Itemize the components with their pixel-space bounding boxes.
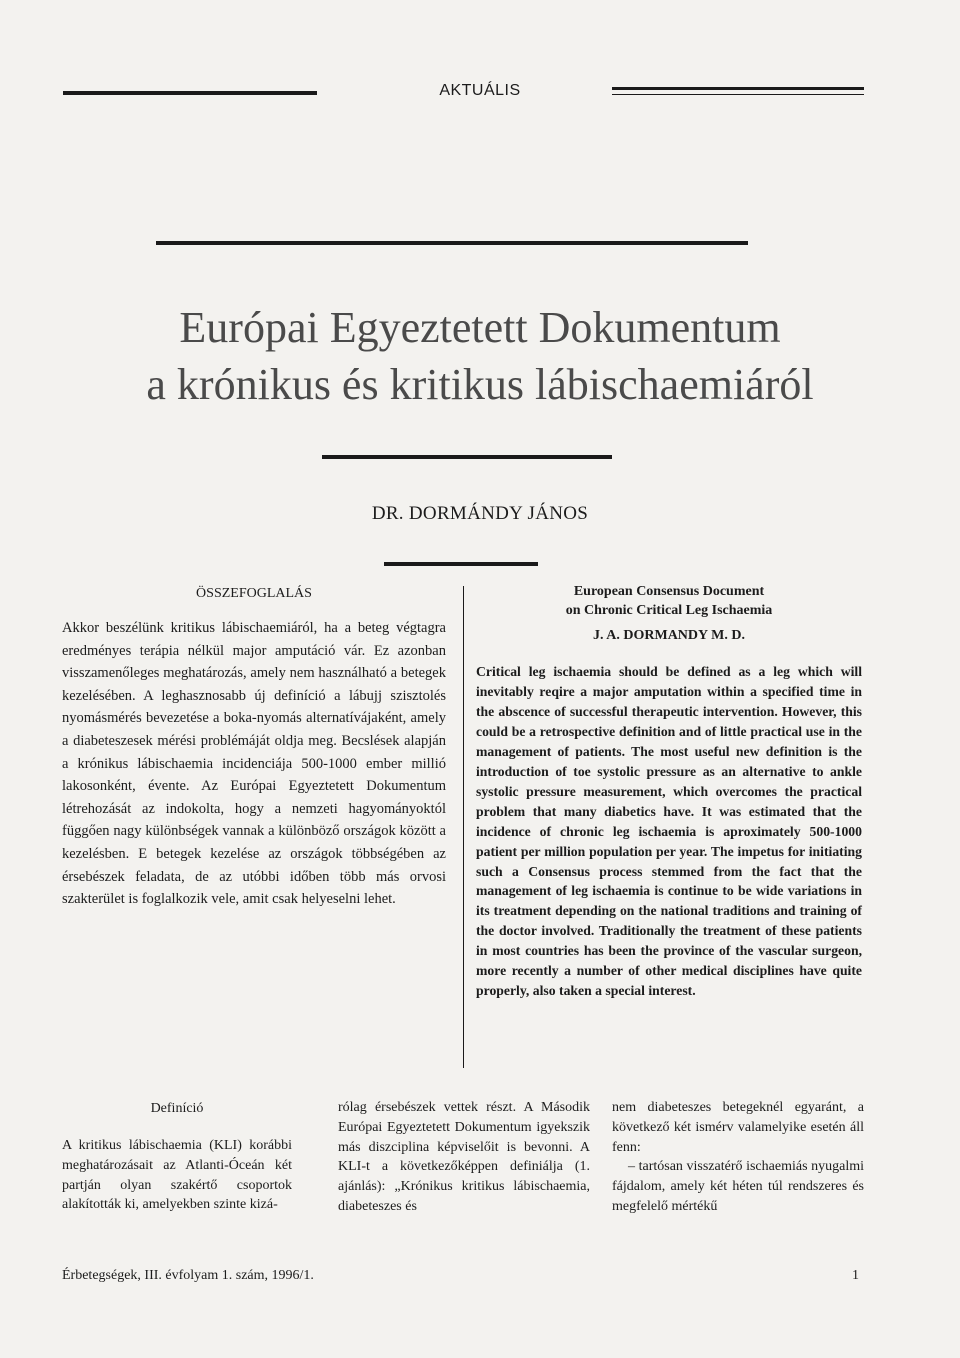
header-rule-right-thin bbox=[612, 94, 864, 95]
footer-citation: Érbetegségek, III. évfolyam 1. szám, 1996/1. bbox=[62, 1268, 314, 1283]
author-rule bbox=[384, 562, 538, 566]
english-heading-line1: European Consensus Document bbox=[573, 584, 765, 599]
definition-col3 bbox=[612, 1098, 864, 1217]
page-number: 1 bbox=[852, 1268, 859, 1283]
summary-heading: ÖSSZEFOGLALÁS bbox=[196, 586, 312, 601]
definition-col3-p2: – tartósan visszatérő ischaemiás nyugalmi fájdalom, amely két héten túl rendszeres és megfelelő mértékű bbox=[612, 1159, 864, 1214]
column-divider bbox=[463, 586, 464, 1068]
definition-col1: A kritikus lábischaemia (KLI) korábbi meghatározásait az Atlanti-Óceán két partján olyan szakértő csoportok alakították ki, amelyekben szinte kizá- bbox=[62, 1138, 292, 1213]
article-title-line2: a krónikus és kritikus lábischaemiáról bbox=[146, 360, 814, 409]
article-title-line1: Európai Egyeztetett Dokumentum bbox=[179, 303, 781, 352]
summary-text-hu: Akkor beszélünk kritikus lábischaemiáról, ha a beteg végtagra eredményes terápia nélkül major amputáció vár. Ez azonban visszamenőleges meghatározás, amely nem használható a betegek kezelésében. A leghasznosabb új definíció a lábujj szisztolés nyomásmérés bevezetése a boka-nyomás alternatívájaként, amely a diabeteszesek mérési problémáját oldja meg. Becslések alapján a krónikus lábischaemia incidenciája 500-1000 ember millió lakosonként, évente. Az Európai Egyeztetett Dokumentum létrehozását az indokolta, hogy a nemzeti hagyományoktól függően nagy különbségek vannak a különböző országok között a kezelésben. E betegek kezelése az országok többségében az érsebészek feladata, de az utóbbi időben több más orvosi szakterület is foglalkozik vele, amit csak helyeselni lehet. bbox=[62, 620, 446, 908]
definition-col3-p1: nem diabeteszes betegeknél egyaránt, a következő két ismérv valamelyike esetén áll fenn: bbox=[612, 1100, 864, 1155]
english-heading bbox=[476, 582, 862, 620]
header-rule-right bbox=[612, 87, 864, 90]
definition-col2: rólag érsebészek vettek részt. A Második Európai Egyeztetett Dokumentum igyekszik más diszciplina képviselőit is bevonni. A KLI-t a következőképpen definiálja (1. ajánlás): „Krónikus kritikus lábischaemia, diabeteszes és bbox=[338, 1100, 590, 1214]
author-name: DR. DORMÁNDY JÁNOS bbox=[371, 503, 589, 524]
english-heading-line2: on Chronic Critical Leg Ischaemia bbox=[565, 603, 773, 618]
summary-text-en: Critical leg ischaemia should be defined as a leg which will inevitably reqire a major amputation within a specified time in the abscence of successful therapeutic intervention. However, this could be a retrospective definition and of little practical use in the management of patients. The most useful new definition is the introduction of toe systolic pressure as an alternative to ankle systolic pressure measurement, which overcomes the practical problem that many diabetics have. It was estimated that the incidence of chronic leg ischaemia is aproximately 500-1000 patient per million population per year. The impetus for initiating such a Consensus process stemmed from the fact that the management of leg ischaemia is continue to be wide variations in its treatment depending on the national traditions and training of the doctor involved. Traditionally the treatment of these patients in most countries has been the province of the vascular surgeon, more recently a number of other medical disciplines have quite properly, also taken a special interest. bbox=[476, 664, 862, 999]
title-rule-top bbox=[156, 241, 748, 245]
english-author: J. A. DORMANDY M. D. bbox=[593, 628, 745, 643]
definition-heading: Definíció bbox=[150, 1101, 204, 1116]
title-rule-bottom bbox=[322, 455, 612, 459]
section-label: AKTUÁLIS bbox=[439, 82, 521, 99]
